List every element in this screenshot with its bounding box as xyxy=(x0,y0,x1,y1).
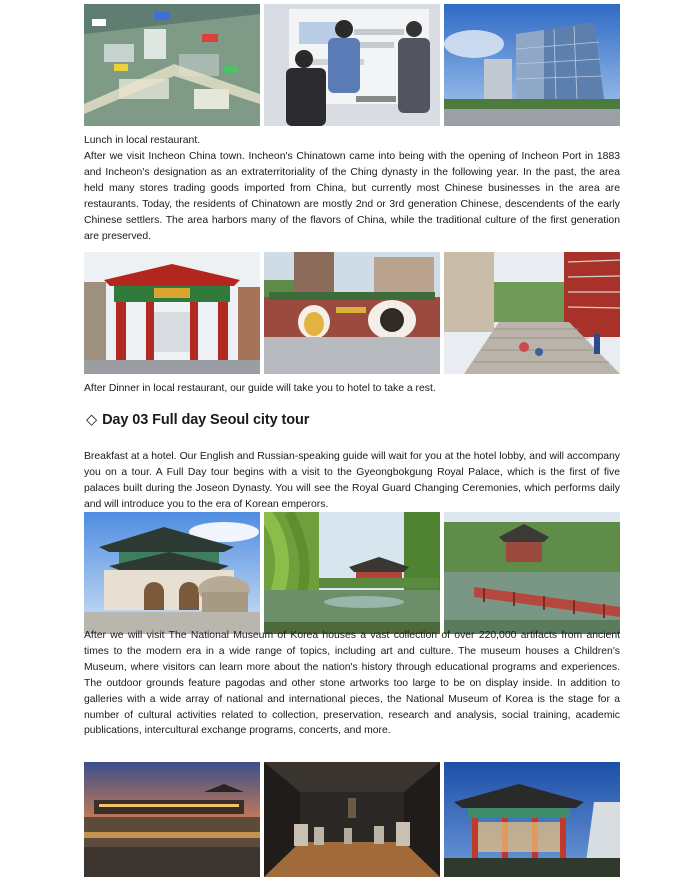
dinner-text: After Dinner in local restaurant, our guide will take you to hotel to take a rest. xyxy=(84,383,436,394)
diamond-icon: ◇ xyxy=(86,412,98,428)
photo-row-3 xyxy=(84,512,620,634)
photo-museum-exterior-dusk xyxy=(84,762,260,877)
museum-paragraph: After we will visit The National Museum of Korea houses a vast collection of over 220,000 artifacts from ancient times to the modern era in a wide range of topics, including art and culture. The museum houses a Children's Museum, where visitors can learn more about the nation's history through educational programs and experiences. The outdoor grounds feature pagodas and other stone artworks too large to be on display inside. In addition to galleries with a wide array of national and international pieces, the National Museum of Korea is the stage for a number of cultural activities related to collection, preservation, research and analysis, social training, academic publications, intercultural exchange programs, concerts, and more. xyxy=(84,630,620,737)
day3-paragraph: Breakfast at a hotel. Our English and Russian-speaking guide will wait for you at the hotel lobby, and will accompany you on a tour. A Full Day tour begins with a visit to the Gyeongbokgung Royal Palace, which is the first of five palaces built during the Joseon Dynasty. You will see the Royal Guard Changing Ceremonies, which performs daily and will introduce you to the era of Korean emperors. xyxy=(84,451,620,510)
photo-aerial-city-model xyxy=(84,4,260,126)
day3-heading xyxy=(86,412,309,428)
photo-meeting-whiteboard xyxy=(264,4,440,126)
photo-chinatown-stairs xyxy=(444,252,620,374)
photo-palace-pond-willows xyxy=(264,512,440,634)
photo-glass-office-building xyxy=(444,4,620,126)
photo-pavilion-night xyxy=(444,762,620,877)
photo-palace-red-bridge xyxy=(444,512,620,634)
photo-row-4 xyxy=(84,762,620,877)
photo-row-1 xyxy=(84,4,620,126)
lunch-text: Lunch in local restaurant. xyxy=(84,135,201,146)
photo-chinatown-gate xyxy=(84,252,260,374)
photo-row-2 xyxy=(84,252,620,374)
photo-palace-gate-haetae xyxy=(84,512,260,634)
photo-museum-gallery-statues xyxy=(264,762,440,877)
chinatown-paragraph: After we visit Incheon China town. Incheon's Chinatown came into being with the opening of Incheon Port in 1883 and Incheon's designation as an extraterritoriality of the Ching dynasty in the following year. In the past, the area held many stores trading goods imported from China, but currently most Chinese businesses in the area are restaurants. Today, the residents of Chinatown are mostly 2nd or 3rd generation Chinese, descendents of the early Chinese settlers. The area harbors many of the flavors of China, while the traditional culture of the first generation are preserved. xyxy=(84,151,620,242)
day3-heading-text: Day 03 Full day Seoul city tour xyxy=(102,412,310,428)
photo-chinatown-mural-wall xyxy=(264,252,440,374)
